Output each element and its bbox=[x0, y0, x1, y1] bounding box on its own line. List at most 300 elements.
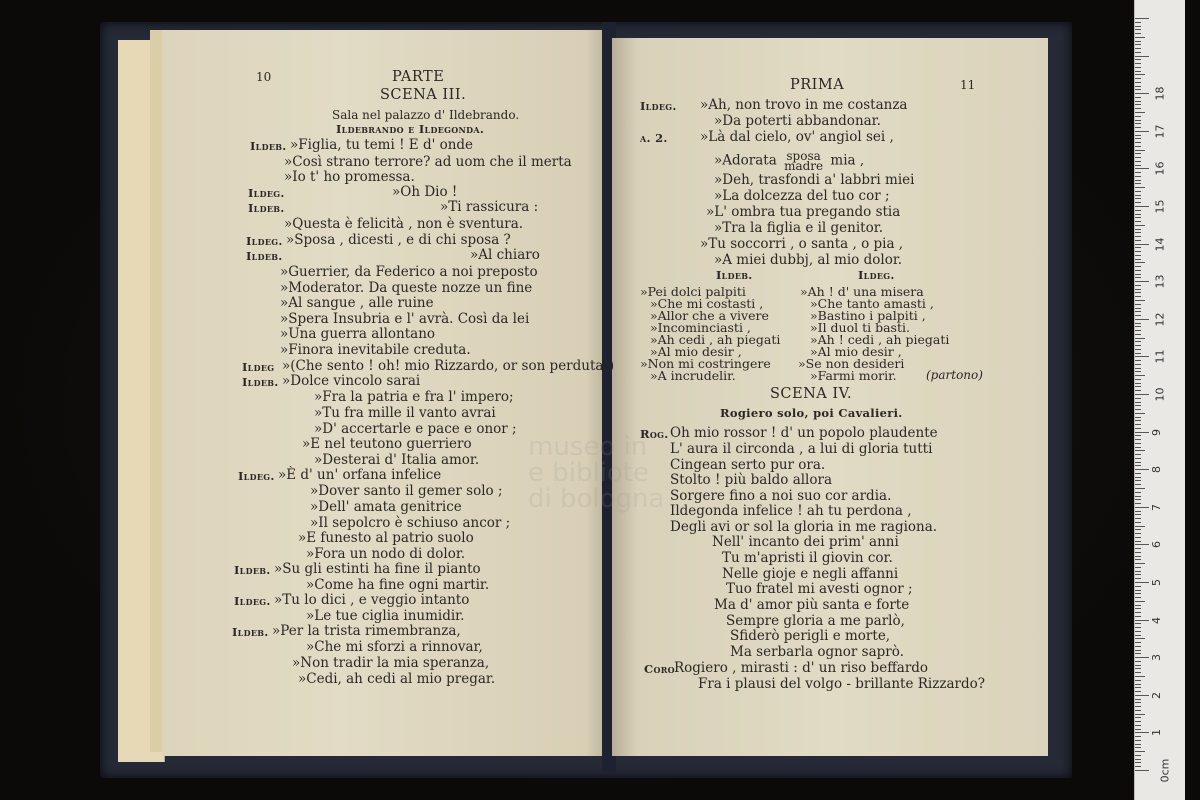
ruler-tick bbox=[1135, 623, 1141, 624]
ruler-tick bbox=[1135, 315, 1141, 316]
text-line: »Dover santo il gemer solo ; bbox=[310, 483, 503, 499]
ruler-tick bbox=[1135, 364, 1141, 365]
ruler-tick bbox=[1135, 371, 1141, 372]
ruler-tick bbox=[1135, 187, 1145, 188]
ruler-tick bbox=[1135, 341, 1141, 342]
ruler-tick bbox=[1135, 559, 1141, 560]
ruler-tick bbox=[1135, 165, 1141, 166]
text-line: »Deh, trasfondi a' labbri miei bbox=[714, 172, 915, 188]
ruler-number: 16 bbox=[1153, 161, 1167, 176]
ruler-tick bbox=[1135, 759, 1141, 760]
ruler-tick bbox=[1135, 597, 1141, 598]
text-line: »La dolcezza del tuo cor ; bbox=[714, 188, 890, 204]
ruler-tick bbox=[1135, 244, 1149, 245]
text-line: »Al sangue , alle ruine bbox=[280, 295, 434, 311]
text-line: »Che mi sforzi a rinnovar, bbox=[306, 639, 483, 655]
ruler-tick bbox=[1135, 413, 1145, 414]
ruler-tick bbox=[1135, 146, 1141, 147]
text-line: Nelle gioje e negli affanni bbox=[722, 566, 899, 582]
left-running-head: PARTE bbox=[392, 69, 445, 85]
ruler-tick bbox=[1135, 605, 1141, 606]
ruler-tick bbox=[1135, 67, 1141, 68]
speaker-label: Ildeg. bbox=[234, 594, 271, 608]
ruler-tick bbox=[1135, 360, 1141, 361]
text-line: »E funesto al patrio suolo bbox=[298, 530, 474, 546]
ruler-tick bbox=[1135, 326, 1141, 327]
duet-line: »Che tanto amasti , bbox=[810, 296, 934, 311]
duet-line: »Ah ! d' una misera bbox=[800, 284, 924, 299]
ruler-tick bbox=[1135, 556, 1141, 557]
watermark-line-1: museo in bbox=[528, 432, 648, 462]
ruler-tick bbox=[1135, 488, 1145, 489]
right-running-head: PRIMA bbox=[790, 77, 845, 93]
ruler-tick bbox=[1135, 56, 1149, 57]
ruler-tick bbox=[1135, 270, 1141, 271]
ruler-tick bbox=[1135, 285, 1141, 286]
scene-iv-title: SCENA IV. bbox=[770, 386, 853, 402]
watermark-line-2: e bibliote bbox=[528, 458, 650, 488]
ruler-tick bbox=[1135, 405, 1141, 406]
ruler-tick bbox=[1135, 428, 1141, 429]
text-line: Ildebrando e Ildegonda. bbox=[336, 122, 485, 136]
ruler-tick bbox=[1135, 195, 1141, 196]
left-page-number: 10 bbox=[256, 70, 272, 84]
ruler-tick bbox=[1135, 462, 1141, 463]
duet-line: »Bastino i palpiti , bbox=[810, 308, 926, 323]
ruler-tick bbox=[1135, 706, 1141, 707]
ruler-tick bbox=[1135, 582, 1149, 583]
ruler-tick bbox=[1135, 702, 1141, 703]
ruler-tick bbox=[1135, 108, 1141, 109]
ruler-tick bbox=[1135, 349, 1141, 350]
text-line: Fra i plausi del volgo - brillante Rizzardo? bbox=[698, 676, 985, 692]
ruler-tick bbox=[1135, 736, 1141, 737]
ruler-tick bbox=[1135, 650, 1141, 651]
ruler-tick bbox=[1135, 755, 1141, 756]
ruler-tick bbox=[1135, 41, 1141, 42]
ruler-tick bbox=[1135, 116, 1141, 117]
ruler-tick bbox=[1135, 368, 1141, 369]
text-line: »Questa è felicità , non è sventura. bbox=[284, 216, 524, 232]
ruler-number: 10 bbox=[1153, 387, 1167, 402]
duet-line: »Al mio desir , bbox=[650, 344, 742, 359]
ruler-tick bbox=[1135, 311, 1141, 312]
text-line: »Tu lo dici , e veggio intanto bbox=[274, 592, 470, 608]
text-line: »Fra la patria e fra l' impero; bbox=[314, 389, 514, 405]
text-line: Stolto ! più baldo allora bbox=[670, 472, 833, 488]
ruler-tick bbox=[1135, 552, 1141, 553]
ruler-tick bbox=[1135, 646, 1141, 647]
text-line: »Sposa , dicesti , e di chi sposa ? bbox=[286, 232, 511, 248]
ruler-tick bbox=[1135, 221, 1141, 222]
ruler-tick bbox=[1135, 394, 1149, 395]
ruler-tick bbox=[1135, 443, 1141, 444]
text-line: »Io t' ho promessa. bbox=[284, 169, 415, 185]
ruler-tick bbox=[1135, 435, 1141, 436]
ruler-tick bbox=[1135, 93, 1149, 94]
ruler-tick bbox=[1135, 292, 1141, 293]
ruler-tick bbox=[1135, 71, 1141, 72]
text-line: Ma serbarla ognor saprò. bbox=[730, 644, 904, 660]
text-line: »Una guerra allontano bbox=[280, 326, 436, 342]
text-line: Sempre gloria a me parlò, bbox=[726, 613, 905, 629]
ruler-tick bbox=[1135, 29, 1141, 30]
ruler-tick bbox=[1135, 409, 1141, 410]
ruler-number: 12 bbox=[1153, 312, 1167, 327]
text-line: »A miei dubbj, al mio dolor. bbox=[714, 252, 903, 268]
ruler-tick bbox=[1135, 240, 1141, 241]
ruler-tick bbox=[1135, 78, 1141, 79]
speaker-label: Ildeb. bbox=[248, 201, 285, 215]
ruler-tick bbox=[1135, 33, 1141, 34]
duet-line: »Non mi costringere bbox=[640, 356, 771, 371]
speaker-label: Ildeb. bbox=[234, 563, 271, 577]
ruler-tick bbox=[1135, 89, 1141, 90]
ruler-tick bbox=[1135, 454, 1141, 455]
ruler-tick bbox=[1135, 766, 1141, 767]
ruler-tick bbox=[1135, 544, 1149, 545]
ruler-tick bbox=[1135, 26, 1141, 27]
ruler-tick bbox=[1135, 714, 1145, 715]
ruler-tick bbox=[1135, 319, 1149, 320]
ruler-tick bbox=[1135, 383, 1141, 384]
ruler-tick bbox=[1135, 379, 1141, 380]
text-line: »Cedi, ah cedi al mio pregar. bbox=[298, 671, 496, 687]
ruler-tick bbox=[1135, 323, 1141, 324]
text-line: »Non tradir la mia speranza, bbox=[292, 655, 490, 671]
speaker-label: Rog. bbox=[640, 427, 669, 441]
ruler-tick bbox=[1135, 526, 1145, 527]
ruler-tick bbox=[1135, 338, 1145, 339]
text-line: »Finora inevitabile creduta. bbox=[280, 342, 471, 358]
text-line: »Tu fra mille il vanto avrai bbox=[314, 405, 496, 421]
ruler-tick bbox=[1135, 214, 1141, 215]
ruler-number: 7 bbox=[1150, 503, 1163, 511]
ruler-tick bbox=[1135, 710, 1141, 711]
ruler-tick bbox=[1135, 262, 1145, 263]
text-line: »Ti rassicura : bbox=[440, 199, 539, 215]
ruler-tick bbox=[1135, 473, 1141, 474]
ruler-tick bbox=[1135, 762, 1141, 763]
ruler-number: 14 bbox=[1153, 237, 1167, 252]
speaker-label: Ildeb. bbox=[250, 139, 287, 153]
ruler-tick bbox=[1135, 770, 1149, 771]
text-line: »Desterai d' Italia amor. bbox=[314, 452, 480, 468]
ruler-tick bbox=[1135, 732, 1149, 733]
ruler-tick bbox=[1135, 300, 1145, 301]
watermark-line-3: di bologna bbox=[528, 484, 665, 514]
text-line: »Figlia, tu temi ! E d' onde bbox=[290, 137, 474, 153]
ruler-tick bbox=[1135, 277, 1141, 278]
ruler-tick bbox=[1135, 402, 1141, 403]
ruler-tick bbox=[1135, 142, 1141, 143]
speaker-label: Ildeg bbox=[242, 360, 275, 374]
ruler-tick bbox=[1135, 217, 1141, 218]
ruler-tick bbox=[1135, 112, 1145, 113]
ruler-tick bbox=[1135, 635, 1141, 636]
ruler-tick bbox=[1135, 52, 1141, 53]
text-line: »E nel teutono guerriero bbox=[302, 436, 472, 452]
ruler-tick bbox=[1135, 672, 1141, 673]
ruler-tick bbox=[1135, 289, 1141, 290]
ruler-tick bbox=[1135, 522, 1141, 523]
ruler-tick bbox=[1135, 330, 1141, 331]
ruler-tick bbox=[1135, 48, 1141, 49]
ruler-tick bbox=[1135, 725, 1141, 726]
ruler-tick bbox=[1135, 465, 1141, 466]
ruler-tick bbox=[1135, 676, 1145, 677]
text-line: Nell' incanto dei prim' anni bbox=[712, 534, 899, 550]
ruler-tick bbox=[1135, 699, 1141, 700]
ruler-tick bbox=[1135, 450, 1145, 451]
ruler-number: 11 bbox=[1153, 349, 1167, 364]
adorata-top: sposa bbox=[786, 149, 821, 163]
ruler-number: 6 bbox=[1150, 541, 1163, 549]
ruler-tick bbox=[1135, 386, 1141, 387]
speaker-label: Coro bbox=[644, 662, 675, 676]
ruler-tick bbox=[1135, 458, 1141, 459]
sposa-madre-stack bbox=[784, 151, 823, 171]
ruler-tick bbox=[1135, 353, 1141, 354]
ruler-tick bbox=[1135, 424, 1141, 425]
duet-line: »Al mio desir , bbox=[810, 344, 902, 359]
text-line: »Oh Dio ! bbox=[392, 184, 458, 200]
duet-line: »Che mi costasti , bbox=[650, 296, 764, 311]
ruler-tick bbox=[1135, 296, 1141, 297]
ruler-tick bbox=[1135, 266, 1141, 267]
ruler-tick bbox=[1135, 537, 1141, 538]
text-line: Ildegonda infelice ! ah tu perdona , bbox=[670, 503, 912, 519]
ruler-number: 18 bbox=[1153, 86, 1167, 101]
ruler-number: 8 bbox=[1150, 466, 1163, 474]
text-line: Sala nel palazzo d' Ildebrando. bbox=[332, 108, 520, 122]
duet-line: »Farmi morir. bbox=[810, 368, 897, 383]
ruler-tick bbox=[1135, 157, 1141, 158]
ruler-tick bbox=[1135, 480, 1141, 481]
ruler-tick bbox=[1135, 484, 1141, 485]
ruler-tick bbox=[1135, 518, 1141, 519]
adorata-before: »Adorata bbox=[714, 152, 777, 169]
ruler-tick bbox=[1135, 304, 1141, 305]
ruler-tick bbox=[1135, 198, 1141, 199]
ruler-tick bbox=[1135, 729, 1141, 730]
ruler-tick bbox=[1135, 541, 1141, 542]
text-line: SCENA III. bbox=[380, 87, 467, 103]
text-line: Ma d' amor più santa e forte bbox=[714, 597, 910, 613]
text-line: »Dolce vincolo sarai bbox=[282, 373, 421, 389]
ruler-tick bbox=[1135, 247, 1141, 248]
ruler-tick bbox=[1135, 668, 1141, 669]
ruler-tick bbox=[1135, 417, 1141, 418]
speaker-label: Ildeb. bbox=[242, 375, 279, 389]
ruler-tick bbox=[1135, 59, 1141, 60]
text-line: L' aura il circonda , a lui di gloria tutti bbox=[670, 441, 933, 457]
ruler-tick bbox=[1135, 135, 1141, 136]
ruler-number: 2 bbox=[1150, 691, 1163, 699]
ruler-tick bbox=[1135, 620, 1149, 621]
text-line: Rogiero , mirasti : d' un riso beffardo bbox=[674, 660, 929, 676]
text-line: Sfiderò perigli e morte, bbox=[730, 628, 891, 644]
duet-line: »Se non desideri bbox=[798, 356, 905, 371]
ruler-tick bbox=[1135, 63, 1141, 64]
ruler-tick bbox=[1135, 477, 1141, 478]
text-line: Tuo fratel mi avesti ognor ; bbox=[726, 581, 913, 597]
text-line: Tu m'apristi il giovin cor. bbox=[722, 550, 893, 566]
ruler-tick bbox=[1135, 469, 1149, 470]
ruler-number: 13 bbox=[1153, 274, 1167, 289]
ruler-tick bbox=[1135, 191, 1141, 192]
ruler-tick bbox=[1135, 616, 1141, 617]
ruler-tick bbox=[1135, 138, 1141, 139]
text-line: »Il sepolcro è schiuso ancor ; bbox=[310, 515, 511, 531]
speaker-label: Ildeg. bbox=[640, 99, 677, 113]
ruler-tick bbox=[1135, 183, 1141, 184]
text-line: »Tu soccorri , o santa , o pia , bbox=[700, 236, 904, 252]
text-line: Sorgere fino a noi suo cor ardia. bbox=[670, 488, 892, 504]
exit-direction: (partono) bbox=[926, 368, 983, 382]
ruler-tick bbox=[1135, 232, 1141, 233]
ruler-tick bbox=[1135, 717, 1141, 718]
text-line: »Tra la figlia e il genitor. bbox=[714, 220, 884, 236]
ruler-tick bbox=[1135, 398, 1141, 399]
ruler-number: 9 bbox=[1150, 428, 1163, 436]
ruler-tick bbox=[1135, 657, 1149, 658]
ruler-tick bbox=[1135, 161, 1141, 162]
ruler-tick bbox=[1135, 308, 1141, 309]
ruler-tick bbox=[1135, 210, 1141, 211]
ruler-tick bbox=[1135, 255, 1141, 256]
ruler-tick bbox=[1135, 514, 1141, 515]
ruler-tick bbox=[1135, 499, 1141, 500]
duet-header-left: Ildeb. bbox=[716, 268, 753, 282]
ruler-tick bbox=[1135, 747, 1141, 748]
ruler-tick bbox=[1135, 432, 1149, 433]
text-line: Oh mio rossor ! d' un popolo plaudente bbox=[670, 425, 938, 441]
speaker-label: Ildeg. bbox=[246, 234, 283, 248]
text-line: »Su gli estinti ha fine il pianto bbox=[274, 561, 481, 577]
duet-line: »A incrudelir. bbox=[650, 368, 736, 383]
ruler-tick bbox=[1135, 259, 1141, 260]
ruler-tick bbox=[1135, 153, 1141, 154]
ruler-tick bbox=[1135, 751, 1145, 752]
speaker-label: Ildeg. bbox=[248, 186, 285, 200]
ruler-tick bbox=[1135, 206, 1149, 207]
text-line: »D' accertarle e pace e onor ; bbox=[314, 421, 517, 437]
ruler-tick bbox=[1135, 627, 1141, 628]
ruler-tick bbox=[1135, 345, 1141, 346]
ruler-tick bbox=[1135, 612, 1141, 613]
ruler-tick bbox=[1135, 97, 1141, 98]
ruler-tick bbox=[1135, 578, 1141, 579]
adorata-bottom: madre bbox=[784, 159, 824, 173]
text-line: »Guerrier, da Federico a noi preposto bbox=[280, 264, 538, 280]
text-line: »Così strano terrore? ad uom che il merta bbox=[284, 154, 572, 170]
ruler-tick bbox=[1135, 586, 1141, 587]
ruler-tick bbox=[1135, 334, 1141, 335]
text-line: »(Che sento ! oh! mio Rizzardo, or son perduta!) bbox=[282, 358, 615, 374]
scene-iv-subtitle: Rogiero solo, poi Cavalieri. bbox=[720, 406, 903, 420]
ruler-tick bbox=[1135, 721, 1141, 722]
text-line: »L' ombra tua pregando stia bbox=[706, 204, 901, 220]
duet-line: »Ah cedi , ah piegati bbox=[650, 332, 781, 347]
ruler-tick bbox=[1135, 131, 1149, 132]
ruler-tick bbox=[1135, 680, 1141, 681]
ruler-tick bbox=[1135, 529, 1141, 530]
ruler-tick bbox=[1135, 390, 1141, 391]
text-line: Cingean serto pur ora. bbox=[670, 457, 826, 473]
ruler-tick bbox=[1135, 503, 1141, 504]
ruler-tick bbox=[1135, 236, 1141, 237]
ruler-tick bbox=[1135, 548, 1141, 549]
text-line: »È d' un' orfana infelice bbox=[278, 467, 442, 483]
text-line: »Come ha fine ogni martir. bbox=[306, 577, 490, 593]
ruler-tick bbox=[1135, 225, 1145, 226]
ruler-tick bbox=[1135, 150, 1145, 151]
ruler-tick bbox=[1135, 447, 1141, 448]
ruler-tick bbox=[1135, 687, 1141, 688]
ruler-tick bbox=[1135, 82, 1141, 83]
ruler-tick bbox=[1135, 661, 1141, 662]
ruler-tick bbox=[1135, 180, 1141, 181]
text-line: »Le tue ciglia inumidir. bbox=[306, 608, 465, 624]
ruler-tick bbox=[1135, 127, 1141, 128]
duet-line: »Incominciasti , bbox=[650, 320, 751, 335]
ruler-number: 1 bbox=[1150, 729, 1163, 737]
right-page-number: 11 bbox=[960, 78, 976, 92]
ruler-tick bbox=[1135, 104, 1141, 105]
ruler-tick bbox=[1135, 533, 1141, 534]
text-line: »Moderator. Da queste nozze un fine bbox=[280, 280, 533, 296]
ruler-tick bbox=[1135, 229, 1141, 230]
speaker-label: a. 2. bbox=[640, 131, 668, 145]
ruler-tick bbox=[1135, 101, 1141, 102]
ruler-tick bbox=[1135, 601, 1145, 602]
ruler-tick bbox=[1135, 74, 1145, 75]
text-line: »Ah, non trovo in me costanza bbox=[700, 97, 908, 113]
ruler-tick bbox=[1135, 567, 1141, 568]
ruler-number: 17 bbox=[1153, 124, 1167, 139]
ruler-tick bbox=[1135, 44, 1141, 45]
text-line: »Al chiaro bbox=[470, 247, 540, 263]
ruler-tick bbox=[1135, 608, 1141, 609]
ruler-tick bbox=[1135, 439, 1141, 440]
ruler-tick bbox=[1135, 744, 1141, 745]
ruler-tick bbox=[1135, 176, 1141, 177]
ruler-tick bbox=[1135, 172, 1141, 173]
ruler-tick bbox=[1135, 281, 1149, 282]
ruler-tick bbox=[1135, 511, 1141, 512]
measuring-ruler bbox=[1134, 0, 1185, 800]
ruler-tick bbox=[1135, 691, 1141, 692]
ruler-number: 5 bbox=[1150, 579, 1163, 586]
text-line: Degli avi or sol la gloria in me ragiona. bbox=[670, 519, 938, 535]
ruler-tick bbox=[1135, 563, 1145, 564]
text-line: »Spera Insubria e l' avrà. Così da lei bbox=[280, 311, 530, 327]
ruler-tick bbox=[1135, 590, 1141, 591]
duet-header-right: Ildeg. bbox=[858, 268, 895, 282]
ruler-tick bbox=[1135, 574, 1141, 575]
ruler-tick bbox=[1135, 22, 1141, 23]
ruler-tick bbox=[1135, 631, 1141, 632]
ruler-tick bbox=[1135, 642, 1141, 643]
ruler-tick bbox=[1135, 202, 1141, 203]
adorata-after: mia , bbox=[830, 152, 865, 169]
ruler-number: 3 bbox=[1150, 654, 1163, 662]
ruler-tick bbox=[1135, 695, 1149, 696]
ruler-tick bbox=[1135, 638, 1145, 639]
text-line: »Da poterti abbandonar. bbox=[714, 113, 881, 129]
ruler-tick bbox=[1135, 684, 1141, 685]
